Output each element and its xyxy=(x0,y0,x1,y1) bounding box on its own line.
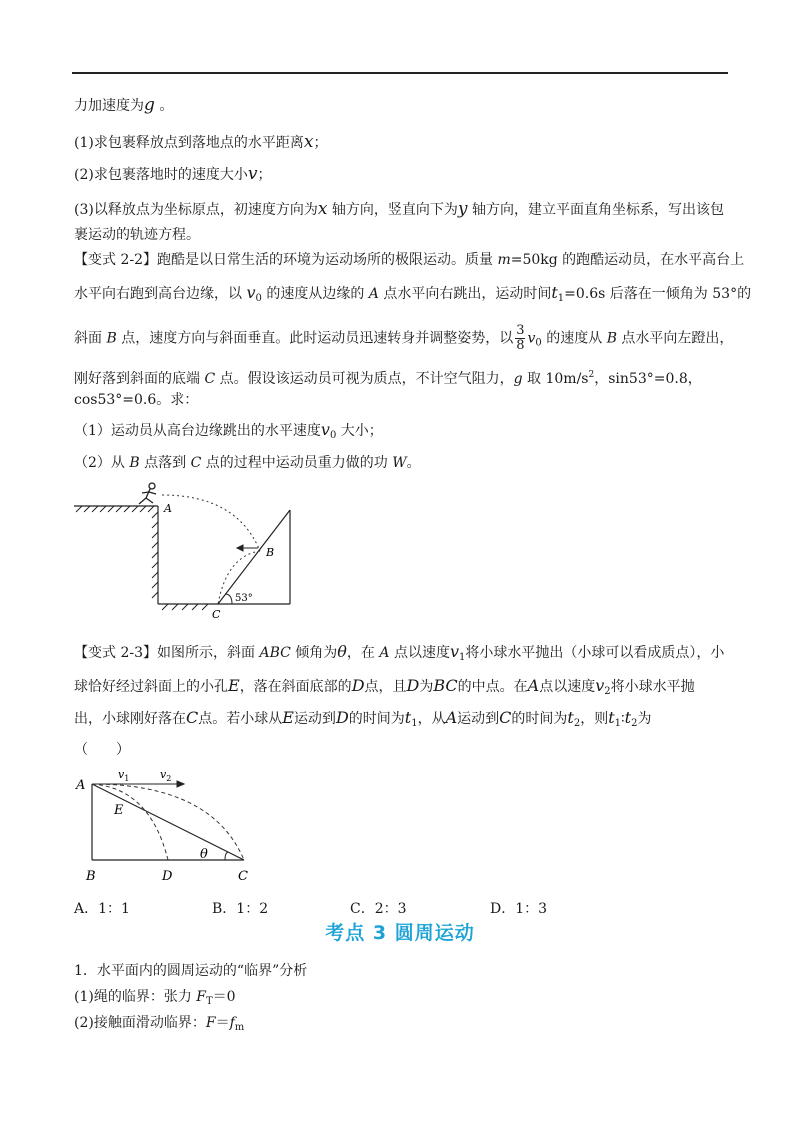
choice-b[interactable]: B．1：2 xyxy=(212,901,269,917)
header-rule xyxy=(72,72,728,74)
label-b: B xyxy=(86,869,96,884)
velocity-arrow-left xyxy=(237,545,258,551)
variant-2-2-tag: 【变式 2-2】 xyxy=(74,252,157,268)
label-a: A xyxy=(76,778,86,793)
label-a: A xyxy=(164,502,172,515)
label-angle-53: 53° xyxy=(235,593,253,604)
section-heading: 考点 3 圆周运动 xyxy=(325,922,475,944)
figure-parkour-incline xyxy=(72,478,312,621)
label-theta: θ xyxy=(200,847,208,862)
trajectory-d xyxy=(92,784,168,860)
sliding-critical: (2)接触面滑动临界：$F=f_m$ xyxy=(74,1015,245,1033)
text-line-gravity: 力加速度为g 。 xyxy=(74,95,174,115)
variant-2-2-line-5: cos53°=0.6。求： xyxy=(74,392,199,408)
variant-2-2-line-2: 水平向右跑到高台边缘，以 $v_0$ 的速度从边缘的 A 点水平向右跳出，运动时间$t_1=0.6s$ 后落在一倾角为 53°的 xyxy=(74,283,752,304)
variant-2-3-line-2: 球恰好经过斜面上的小孔E，落在斜面底部的D点，且D为BC的中点。在A点以速度$v_2$将小球水平抛 xyxy=(74,676,695,697)
runner-figure-icon xyxy=(139,483,156,504)
choice-a[interactable]: A．1：1 xyxy=(74,901,130,917)
variant-2-3-tag: 【变式 2-3】 xyxy=(74,645,157,661)
label-d: D xyxy=(162,869,173,884)
variant-2-2-line-4: 刚好落到斜面的底端 C 点。假设该运动员可视为质点，不计空气阻力，g 取 $10m/s^2$，sin53°=0.8， xyxy=(74,370,702,387)
variant-2-2-line-3: 斜面 B 点，速度方向与斜面垂直。此时运动员迅速转身并调整姿势，以 $\frac{3}{8}$ $v_0$ 的速度从 B 点水平向左蹬出， xyxy=(74,323,734,353)
triangle-abc xyxy=(92,784,244,860)
answer-blank: （ ） xyxy=(74,742,130,758)
choice-c[interactable]: C．2：3 xyxy=(350,901,407,917)
label-c: C xyxy=(212,608,221,621)
question-3-cont: 裹运动的轨迹方程。 xyxy=(74,227,200,243)
choice-d[interactable]: D．1：3 xyxy=(490,901,548,917)
label-b: B xyxy=(266,546,275,559)
question-3: (3)以释放点为坐标原点，初速度方向为x 轴方向，竖直向下为y 轴方向，建立平面直角坐标系，写出该包 xyxy=(74,199,724,219)
label-e: E xyxy=(114,803,124,818)
variant-2-2-question-2: （2）从 B 点落到 C 点的过程中运动员重力做的功 W。 xyxy=(74,455,421,471)
hatched-platform xyxy=(74,506,290,604)
question-2: (2)求包裹落地时的速度大小v； xyxy=(74,164,272,184)
angle-arc-theta xyxy=(225,852,228,860)
section-item-1: 1．水平面内的圆周运动的“临界”分析 xyxy=(74,963,308,979)
question-1: (1)求包裹释放点到落地点的水平距离x； xyxy=(74,132,328,152)
angle-arc-53 xyxy=(225,594,232,604)
figure-incline-abc xyxy=(72,764,272,884)
label-v1: $v_1$ xyxy=(118,768,130,783)
variant-2-3-line-1: 【变式 2-3】如图所示，斜面 ABC 倾角为θ，在 A 点以速度$v_1$将小球水平抛出（小球可以看成质点），小 xyxy=(74,642,725,663)
rope-critical: (1)绳的临界：张力 $F_T=0$ xyxy=(74,989,236,1007)
variant-2-2-question-1: （1）运动员从高台边缘跳出的水平速度$v_0$ 大小； xyxy=(74,420,383,441)
variant-2-3-line-3: 出，小球刚好落在C点。若小球从E运动到D的时间为$t_1$，从A运动到C的时间为$t_2$，则$t_1∶t_2$为 xyxy=(74,708,652,729)
label-v2: $v_2$ xyxy=(160,768,172,783)
trajectory-a-to-b xyxy=(162,495,260,551)
label-c: C xyxy=(238,869,248,884)
variant-2-2-line-1: 【变式 2-2】跑酷是以日常生活的环境为运动场所的极限运动。质量 m=50kg 的跑酷运动员，在水平高台上 xyxy=(74,252,745,268)
fraction-3-8: $\frac{3}{8}$ xyxy=(516,323,525,353)
hatch-marks xyxy=(76,506,208,610)
